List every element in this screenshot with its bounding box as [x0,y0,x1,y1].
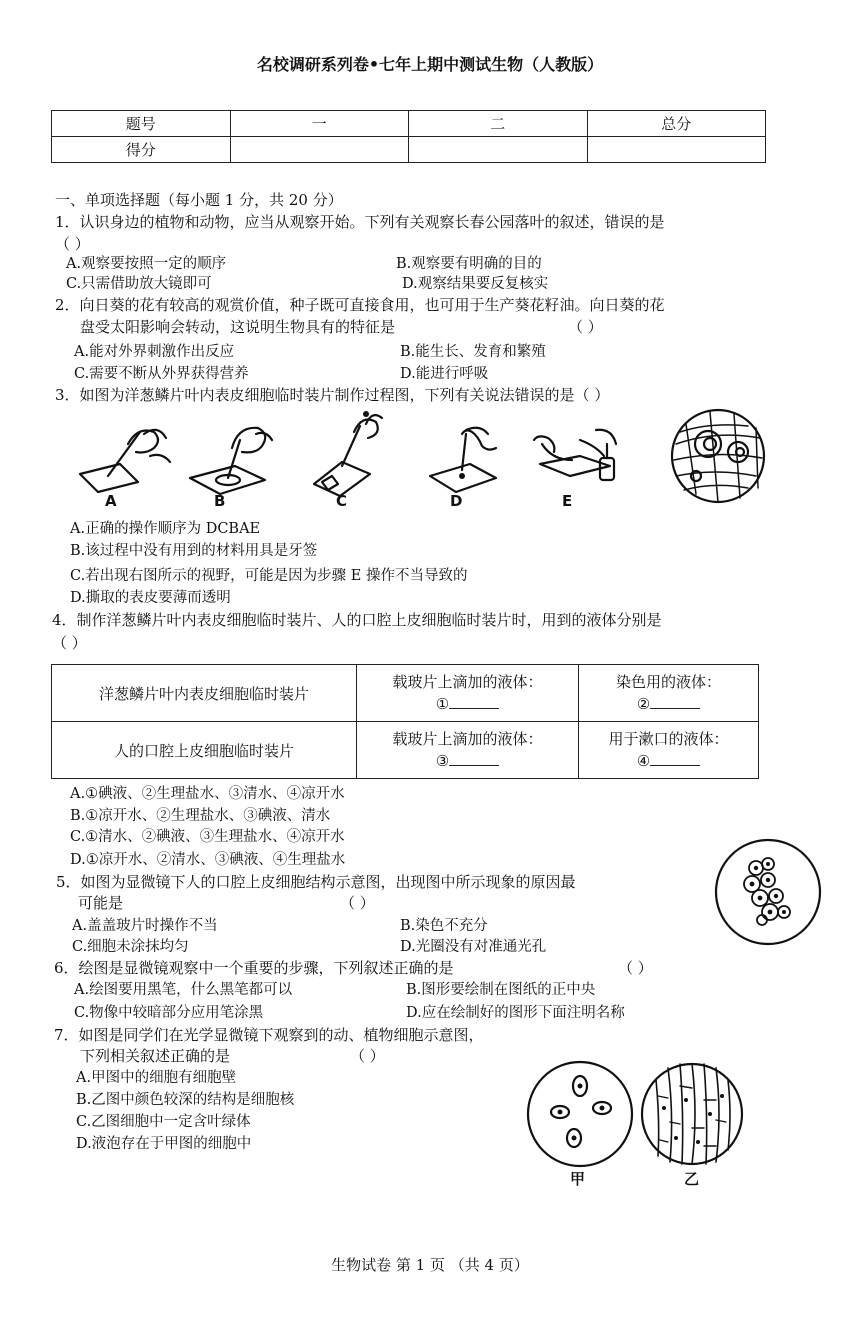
score-header-cell: 一 [230,111,409,137]
question-2-stem-cont: 盘受太阳影响会转动，这说明生物具有的特征是 [80,318,396,336]
question-2-bracket[interactable]: （ ） [568,318,603,336]
q2-option-b[interactable]: B.能生长、发育和繁殖 [400,344,546,360]
score-header-cell: 总分 [587,111,766,137]
figure-label-yi: 乙 [684,1170,700,1188]
q2-option-a[interactable]: A.能对外界刺激作出反应 [74,344,235,360]
section-heading: 一、单项选择题（每小题 1 分，共 20 分） [55,191,343,209]
step-a-illustration [80,430,170,510]
blank-marker: ③ [435,752,450,770]
q5-option-a[interactable]: A.盖盖玻片时操作不当 [72,918,218,934]
cheek-slide-drop-cell [357,722,579,779]
question-6-stem: 6．绘图是显微镜观察中一个重要的步骤，下列叙述正确的是 [54,959,454,977]
figure-label-jia: 甲 [570,1170,586,1188]
q1-option-a[interactable]: A.观察要按照一定的顺序 [66,256,227,272]
liquid-table [51,664,759,779]
q6-option-a[interactable]: A.绘图要用黑笔，什么黑笔都可以 [74,982,293,998]
animal-cells-view [528,1062,632,1188]
table-row [52,665,759,722]
blank-marker: ② [636,695,651,713]
onion-slide-label: 洋葱鳞片叶内表皮细胞临时装片 [52,665,357,722]
q7-option-b[interactable]: B.乙图中颜色较深的结构是细胞核 [76,1092,295,1108]
answer-blank-3[interactable] [449,751,499,766]
cell-label: 染色用的液体： [615,673,721,691]
q4-option-b[interactable]: B.①凉开水、②生理盐水、③碘液、清水 [70,808,331,824]
score-label-cell: 得分 [52,137,231,163]
q4-option-a[interactable]: A.①碘液、②生理盐水、③清水、④凉开水 [70,786,345,802]
cell-label: 用于漱口的液体： [608,730,729,748]
q1-option-b[interactable]: B.观察要有明确的目的 [396,256,542,272]
question-4-stem: 4．制作洋葱鳞片叶内表皮细胞临时装片、人的口腔上皮细胞临时装片时，用到的液体分别是 [52,611,662,629]
cheek-slide-rinse-cell [578,722,758,779]
figure-label-e: E [562,492,573,510]
q3-option-b[interactable]: B.该过程中没有用到的材料用具是牙签 [70,543,318,559]
table-row [52,137,766,163]
q1-option-d[interactable]: D.观察结果要反复核实 [402,276,549,292]
q1-option-c[interactable]: C.只需借助放大镜即可 [66,276,212,292]
score-table [51,110,766,163]
question-7-stem-cont: 下列相关叙述正确的是 [80,1047,231,1065]
step-b-illustration [190,428,272,510]
table-row [52,111,766,137]
figure-label-d: D [450,492,463,510]
slide-preparation-figure [70,404,770,516]
q3-option-c[interactable]: C.若出现右图所示的视野，可能是因为步骤 E 操作不当导致的 [70,568,468,584]
cell-label: 载玻片上滴加的液体： [392,730,543,748]
page-title: 名校调研系列卷•七年上期中测试生物（人教版） [256,55,604,74]
q6-option-d[interactable]: D.应在绘制好的图形下面注明名称 [406,1005,625,1021]
q5-option-c[interactable]: C.细胞未涂抹均匀 [72,939,189,955]
onion-slide-stain-cell [578,665,758,722]
figure-label-c: C [336,492,348,510]
q6-option-b[interactable]: B.图形要绘制在图纸的正中央 [406,982,596,998]
q6-option-c[interactable]: C.物像中较暗部分应用笔涂黑 [74,1005,264,1021]
step-d-illustration [430,428,496,510]
score-input-cell[interactable] [409,137,588,163]
figure-label-b: B [214,492,226,510]
q4-option-c[interactable]: C.①清水、②碘液、③生理盐水、④凉开水 [70,829,345,845]
question-4-bracket[interactable]: （ ） [52,634,87,652]
answer-blank-1[interactable] [449,694,499,709]
question-3-stem: 3．如图为洋葱鳞片叶内表皮细胞临时装片制作过程图，下列有关说法错误的是（ ） [55,386,610,404]
score-input-cell[interactable] [230,137,409,163]
plant-cells-view [642,1064,742,1188]
question-5-stem: 5．如图为显微镜下人的口腔上皮细胞结构示意图，出现图中所示现象的原因最 [56,873,576,891]
page-footer: 生物试卷 第 1 页 （共 4 页） [331,1256,529,1274]
question-5-stem-cont: 可能是 [78,894,124,912]
q3-option-a[interactable]: A.正确的操作顺序为 DCBAE [70,521,261,537]
microscope-view-figure [672,410,764,502]
question-7-bracket[interactable]: （ ） [350,1047,385,1065]
blank-marker: ④ [636,752,651,770]
animal-plant-cells-figure [524,1056,750,1188]
onion-slide-drop-cell [357,665,579,722]
answer-blank-4[interactable] [650,751,700,766]
q5-option-b[interactable]: B.染色不充分 [400,918,488,934]
figure-label-a: A [105,492,117,510]
q3-option-d[interactable]: D.撕取的表皮要薄而透明 [70,590,231,606]
cheek-slide-label: 人的口腔上皮细胞临时装片 [52,722,357,779]
score-input-cell[interactable] [587,137,766,163]
q7-option-a[interactable]: A.甲图中的细胞有细胞壁 [76,1070,237,1086]
answer-blank-2[interactable] [650,694,700,709]
table-row [52,722,759,779]
cell-label: 载玻片上滴加的液体： [392,673,543,691]
q2-option-c[interactable]: C.需要不断从外界获得营养 [74,366,249,382]
step-c-illustration [314,411,382,510]
step-e-illustration [534,430,616,510]
question-1-stem: 1．认识身边的植物和动物，应当从观察开始。下列有关观察长春公园落叶的叙述，错误的是 [55,213,665,231]
score-header-cell: 题号 [52,111,231,137]
blank-marker: ① [435,695,450,713]
q4-option-d[interactable]: D.①凉开水、②清水、③碘液、④生理盐水 [70,852,346,868]
question-5-bracket[interactable]: （ ） [340,894,375,912]
q7-option-d[interactable]: D.液泡存在于甲图的细胞中 [76,1136,252,1152]
q2-option-d[interactable]: D.能进行呼吸 [400,366,489,382]
score-header-cell: 二 [409,111,588,137]
q7-option-c[interactable]: C.乙图细胞中一定含叶绿体 [76,1114,251,1130]
question-6-bracket[interactable]: （ ） [618,959,653,977]
question-2-stem: 2．向日葵的花有较高的观赏价值，种子既可直接食用，也可用于生产葵花籽油。向日葵的花 [55,296,665,314]
q5-option-d[interactable]: D.光圈没有对准通光孔 [400,939,547,955]
question-1-bracket[interactable]: （ ） [55,235,90,253]
cheek-cells-view-figure [712,836,824,948]
question-7-stem: 7．如图是同学们在光学显微镜下观察到的动、植物细胞示意图， [54,1026,484,1044]
